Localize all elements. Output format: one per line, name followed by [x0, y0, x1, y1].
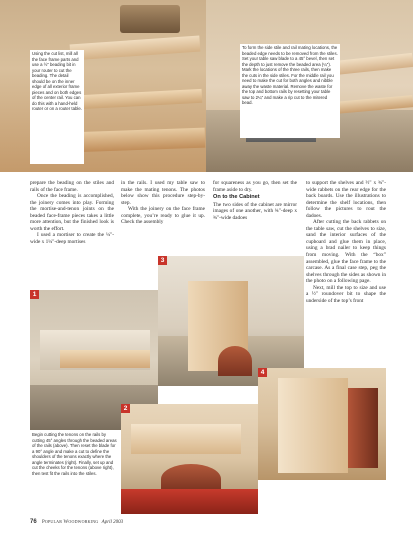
caption-top-left: Using the cut list, mill all the face frame parts and use a ½" beading bit in your router to cut the beading. The detail should be on the inner edge of all exterior frame pieces and on both edges of the center rail. You can do this with a hand-held router or on a router table.: [30, 50, 84, 164]
tenon-jig: [278, 378, 348, 473]
paragraph: in the rails. I used my table saw to make the mating tenons. The photos below show this procedure step-by-step.: [121, 180, 205, 206]
paragraph: I used a mortiser to create the ¼"-wide x 1¼"-deep mortises: [30, 232, 114, 245]
saw-blade: [218, 346, 252, 376]
workpiece: [131, 424, 241, 454]
face-frame-rail: [70, 128, 206, 153]
text-column-2: [121, 180, 205, 226]
caption-top-right: To form the side stile and rail mating locations, the beaded edge needs to be removed from the stiles. Set your table saw blade to a 45° bevel, then set the depth to just remove the beaded area (¼"). Mark the locations of the three rails, then make the cuts in the side stiles. For the middle rail you need to make the cut for both angles and nibble away the waste material. Remove the waste for the top and bottom rails by resetting your table saw to 2¼" and make a rip cut to the mitered bead.: [240, 44, 340, 138]
paragraph: With the joinery on the face frame complete, you’re ready to glue it up. Check the assembly: [121, 206, 205, 226]
paragraph: to support the shelves and ½" x ¾"-wide rabbets on the rear edge for the back boards. Use the illustrations to determine the shelf locations, then follow the pictures to rout the dadoes.: [306, 180, 386, 219]
paragraph: for squareness as you go, then set the frame aside to dry.: [213, 180, 297, 193]
page-number: 76: [30, 519, 37, 525]
step-photo-2: [121, 404, 258, 514]
saw-blade: [348, 388, 378, 468]
step-photo-3: [158, 256, 304, 386]
section-heading: On to the Cabinet: [213, 194, 260, 201]
face-frame-stile: [70, 35, 201, 60]
paragraph: After cutting the back rabbets on the table saw, cut the shelves to size, sand the interior surfaces of the cupboard and glue them in place, using a brad nailer to keep things from moving. With the “box” assembled, glue the face frame to the carcase. As a final case step, peg the shelves through the sides as shown in the photo on a following page.: [306, 219, 386, 285]
router-base: [120, 5, 180, 33]
page-footer: [30, 519, 123, 525]
step-badge-3: 3: [158, 256, 167, 265]
step-badge-4: 4: [258, 368, 267, 377]
paragraph: prepare the beading on the stiles and rails of the face frame.: [30, 180, 114, 193]
step-badge-1: 1: [30, 290, 39, 299]
paragraph: Once the beading is accomplished, the joinery comes into play. Forming the mortise-and-tenon joints on the beaded face-frame pieces takes a little more attention, but the finished look is worth the effort.: [30, 193, 114, 232]
paragraph: Next, mill the top to size and use a ½" roundover bit to shape the underside of the top’s front: [306, 284, 386, 304]
step-badge-2: 2: [121, 404, 130, 413]
step-photo-4: [258, 368, 386, 480]
text-column-3: [213, 180, 297, 221]
caption-bottom-left: Begin cutting the tenons on the rails by cutting 45° angles through the beaded areas of the rails (above). Then reset the blade for a 90° angle and make a cut to define the shoulders of the tenons exactly where the angle terminates (right). Finally, set up and cut the cheeks for the tenons (above right), then test fit the rails into the stiles.: [30, 431, 120, 513]
workpiece: [60, 350, 150, 368]
issue-date: April 2003: [101, 520, 124, 525]
face-frame-rail: [80, 89, 203, 109]
text-column-4: [306, 180, 386, 304]
text-column-1: [30, 180, 114, 245]
paragraph: The two sides of the cabinet are mirror images of one another, with ¾"-deep x ¾"-wide dadoes: [213, 201, 297, 221]
magazine-name: Popular Woodworking: [41, 520, 99, 525]
saw-table: [121, 489, 258, 514]
